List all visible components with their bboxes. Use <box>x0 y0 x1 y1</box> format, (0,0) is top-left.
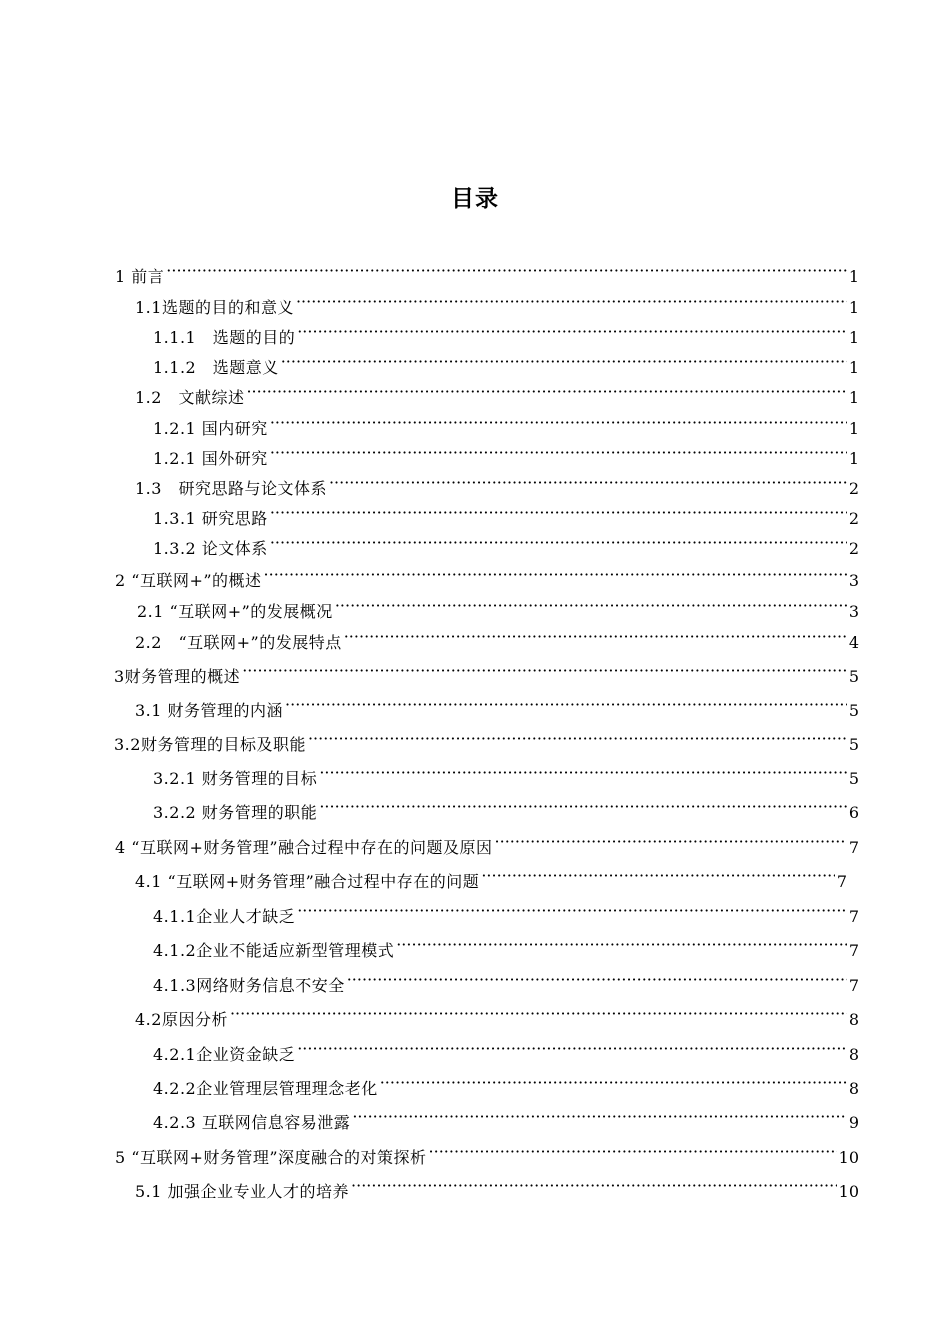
dot-leader <box>270 532 847 554</box>
toc-entry-page: 8 <box>848 1045 859 1064</box>
toc-entry-label: 3财务管理的概述 <box>114 667 241 686</box>
toc-entry-page: 7 <box>836 872 847 891</box>
toc-entry-label: 1.3.1 研究思路 <box>153 509 268 528</box>
dot-leader <box>297 900 847 922</box>
toc-entry-label: 5 “互联网+财务管理”深度融合的对策探析 <box>115 1148 427 1167</box>
dot-leader <box>347 969 847 991</box>
dot-leader <box>270 412 847 434</box>
dot-leader <box>230 1003 847 1025</box>
toc-entry-label: 1.2.1 国内研究 <box>153 419 268 438</box>
toc-entry-label: 4 “互联网+财务管理”融合过程中存在的问题及原因 <box>115 838 493 857</box>
dot-leader <box>495 831 847 853</box>
toc-entry[interactable] <box>115 831 859 859</box>
toc-entry-page: 7 <box>848 838 859 857</box>
toc-entry-label: 1.1.2 选题意义 <box>153 358 279 377</box>
toc-entry-label: 3.2.2 财务管理的职能 <box>153 803 318 822</box>
toc-entry[interactable] <box>137 595 859 623</box>
toc-entry[interactable] <box>135 694 859 722</box>
dot-leader <box>319 762 847 784</box>
toc-entry-page: 7 <box>848 941 859 960</box>
toc-entry-page: 1 <box>848 419 859 438</box>
toc-entry-label: 4.2.2企业管理层管理理念老化 <box>153 1079 378 1098</box>
dot-leader <box>319 796 847 818</box>
toc-entry-page: 5 <box>848 667 859 686</box>
dot-leader <box>352 1106 847 1128</box>
toc-entry[interactable] <box>135 291 859 319</box>
toc-entry[interactable] <box>135 865 847 893</box>
toc-entry-page: 5 <box>848 735 859 754</box>
toc-entry[interactable] <box>153 321 859 349</box>
toc-entry-page: 4 <box>848 633 859 652</box>
toc-entry-page: 5 <box>848 701 859 720</box>
toc-entry[interactable] <box>114 728 859 756</box>
toc-entry[interactable] <box>135 1003 859 1031</box>
toc-entry-page: 2 <box>848 509 859 528</box>
toc-entry[interactable] <box>114 660 859 688</box>
toc-entry[interactable] <box>153 1072 859 1100</box>
dot-leader <box>396 934 847 956</box>
toc-entry[interactable] <box>153 762 859 790</box>
toc-entry-page: 1 <box>848 267 859 286</box>
toc-entry-page: 1 <box>848 388 859 407</box>
toc-entry-label: 4.2.3 互联网信息容易泄露 <box>153 1113 351 1132</box>
toc-entry-label: 2.1 “互联网+”的发展概况 <box>137 602 333 621</box>
toc-entry[interactable] <box>135 381 859 409</box>
toc-entry-label: 4.2原因分析 <box>135 1010 228 1029</box>
dot-leader <box>242 660 847 682</box>
dot-leader <box>481 865 835 887</box>
toc-entry-label: 2 “互联网+”的概述 <box>115 571 262 590</box>
dot-leader <box>308 728 847 750</box>
toc-entry[interactable] <box>115 260 859 288</box>
dot-leader <box>270 502 847 524</box>
toc-entry[interactable] <box>153 351 859 379</box>
toc-entry-label: 1 前言 <box>115 267 165 286</box>
dot-leader <box>264 564 847 586</box>
toc-entry-label: 4.2.1企业资金缺乏 <box>153 1045 296 1064</box>
dot-leader <box>297 1038 847 1060</box>
toc-entry-label: 1.1.1 选题的目的 <box>153 328 296 347</box>
toc-entry-label: 1.3 研究思路与论文体系 <box>135 479 327 498</box>
toc-entry[interactable] <box>115 1141 859 1169</box>
toc-entry-label: 1.2.1 国外研究 <box>153 449 268 468</box>
dot-leader <box>281 351 847 373</box>
toc-entry[interactable] <box>153 502 859 530</box>
toc-entry-page: 1 <box>848 449 859 468</box>
toc-entry[interactable] <box>153 532 859 560</box>
toc-entry[interactable] <box>153 934 859 962</box>
toc-entry[interactable] <box>135 626 859 654</box>
dot-leader <box>296 291 847 313</box>
toc-entry-label: 3.1 财务管理的内涵 <box>135 701 284 720</box>
toc-entry-label: 1.2 文献综述 <box>135 388 245 407</box>
toc-entry[interactable] <box>153 1038 859 1066</box>
toc-entry[interactable] <box>135 1175 859 1203</box>
toc-entry[interactable] <box>153 412 859 440</box>
toc-entry[interactable] <box>153 442 859 470</box>
toc-entry-label: 3.2.1 财务管理的目标 <box>153 769 318 788</box>
toc-entry-page: 2 <box>848 479 859 498</box>
dot-leader <box>166 260 847 282</box>
toc-entry-page: 6 <box>848 803 859 822</box>
toc-entry[interactable] <box>153 796 859 824</box>
toc-entry-label: 5.1 加强企业专业人才的培养 <box>135 1182 350 1201</box>
toc-entry[interactable] <box>153 900 859 928</box>
toc-entry-page: 1 <box>848 328 859 347</box>
dot-leader <box>335 595 847 617</box>
toc-entry-page: 2 <box>848 539 859 558</box>
toc-entry-label: 4.1.1企业人才缺乏 <box>153 907 296 926</box>
toc-entry-page: 7 <box>848 976 859 995</box>
toc-entry-page: 5 <box>848 769 859 788</box>
toc-entry-page: 8 <box>848 1010 859 1029</box>
dot-leader <box>270 442 847 464</box>
toc-entry[interactable] <box>115 564 859 592</box>
dot-leader <box>380 1072 847 1094</box>
toc-entry-label: 1.3.2 论文体系 <box>153 539 268 558</box>
toc-entry-page: 3 <box>848 571 859 590</box>
toc-entry-page: 1 <box>848 298 859 317</box>
toc-entry-page: 3 <box>848 602 859 621</box>
toc-entry-page: 10 <box>838 1148 859 1167</box>
toc-entry-page: 10 <box>838 1182 859 1201</box>
toc-entry-page: 8 <box>848 1079 859 1098</box>
dot-leader <box>351 1175 837 1197</box>
toc-entry-label: 4.1.3网络财务信息不安全 <box>153 976 345 995</box>
toc-entry-label: 3.2财务管理的目标及职能 <box>114 735 306 754</box>
dot-leader <box>285 694 847 716</box>
toc-entry[interactable] <box>135 472 859 500</box>
toc-entry[interactable] <box>153 969 859 997</box>
toc-entry-label: 1.1选题的目的和意义 <box>135 298 294 317</box>
toc-entry-page: 9 <box>848 1113 859 1132</box>
dot-leader <box>429 1141 837 1163</box>
toc-entry-page: 1 <box>848 358 859 377</box>
toc-entry-label: 4.1 “互联网+财务管理”融合过程中存在的问题 <box>135 872 480 891</box>
toc-title: 目录 <box>451 186 499 212</box>
dot-leader <box>329 472 847 494</box>
dot-leader <box>297 321 847 343</box>
toc-entry-page: 7 <box>848 907 859 926</box>
toc-entry[interactable] <box>153 1106 859 1134</box>
dot-leader <box>246 381 846 403</box>
toc-entry-label: 4.1.2企业不能适应新型管理模式 <box>153 941 395 960</box>
toc-entry-label: 2.2 “互联网+”的发展特点 <box>135 633 342 652</box>
dot-leader <box>344 626 847 648</box>
